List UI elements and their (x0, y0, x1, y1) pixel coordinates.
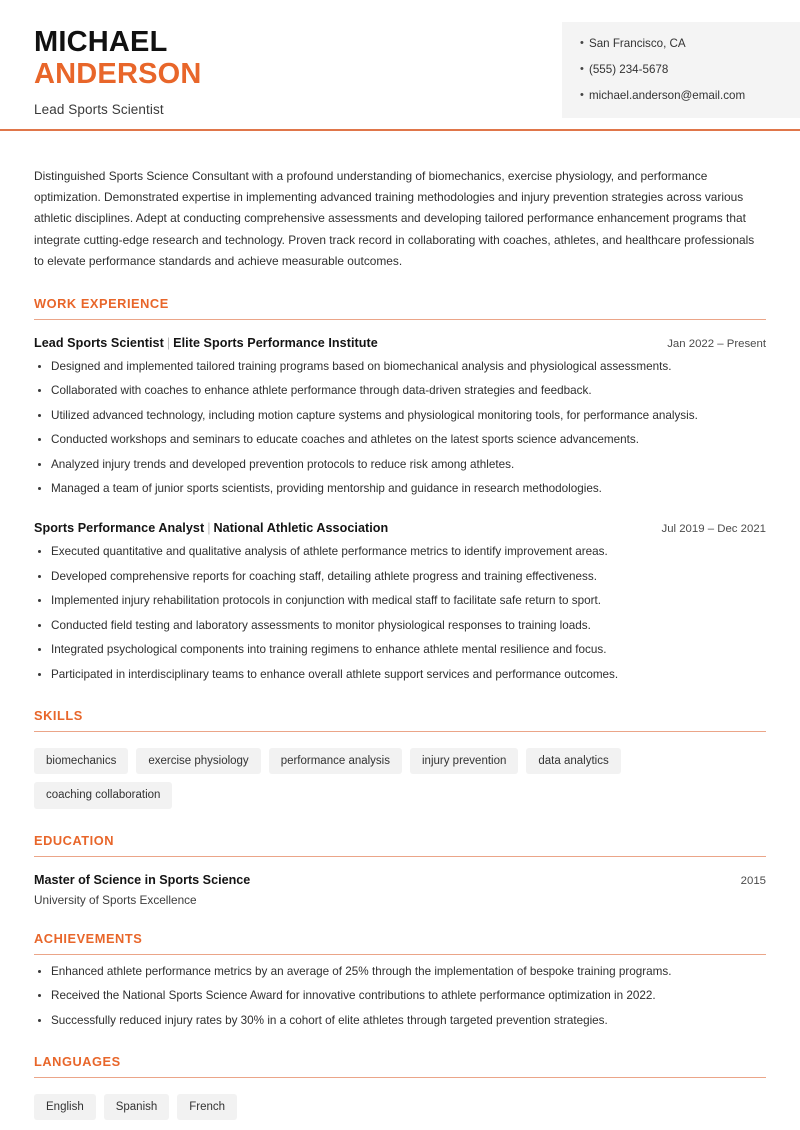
skills-chip-list (34, 748, 766, 809)
education-year: 2015 (740, 874, 766, 887)
job-heading (34, 521, 388, 535)
contact-item-phone (580, 63, 800, 77)
job-bullet: Implemented injury rehabilitation protocols in conjunction with medical staff to facilitate safe return to sport. (34, 593, 766, 610)
education-header (34, 873, 766, 887)
job-entry (34, 521, 766, 683)
job-separator: | (166, 335, 171, 350)
skill-chip: coaching collaboration (34, 782, 172, 809)
identity-block (34, 26, 202, 117)
achievements-list (34, 964, 766, 1030)
education-school: University of Sports Excellence (34, 892, 197, 907)
contact-phone-value[interactable]: (555) 234-5678 (589, 62, 669, 76)
skill-chip: performance analysis (269, 748, 402, 775)
contact-location-value: San Francisco, CA (589, 37, 686, 50)
contact-item-email (580, 89, 800, 103)
contact-box (562, 22, 800, 118)
job-separator: | (207, 521, 211, 536)
job-header (34, 336, 766, 350)
job-bullet: Utilized advanced technology, including motion capture systems and physiological monitoring tools, for performance analysis. (34, 408, 766, 425)
section-skills (34, 708, 766, 809)
location-icon: • (580, 37, 584, 49)
skill-chip: exercise physiology (136, 748, 260, 775)
job-bullets (34, 544, 766, 683)
skill-chip: injury prevention (410, 748, 518, 775)
job-bullet: Developed comprehensive reports for coaching staff, detailing athlete progress and training effectiveness. (34, 569, 766, 586)
email-icon: • (580, 88, 584, 101)
language-chip: English (34, 1094, 96, 1121)
job-bullet: Participated in interdisciplinary teams to enhance overall athlete support services and performance outcomes. (34, 667, 766, 684)
last-name: ANDERSON (34, 58, 202, 91)
contact-item-location (580, 37, 800, 51)
language-chip: Spanish (104, 1094, 170, 1121)
education-degree: Master of Science in Sports Science (34, 872, 251, 887)
job-bullet: Managed a team of junior sports scientists, providing mentorship and guidance in research methodologies. (34, 481, 766, 498)
achievement-bullet: Successfully reduced injury rates by 30% in a cohort of elite athletes through targeted prevention strategies. (34, 1013, 766, 1030)
resume-header (0, 0, 800, 136)
job-header (34, 521, 766, 535)
phone-icon: • (580, 62, 584, 75)
section-work-experience (34, 296, 766, 684)
job-dates: Jul 2019 – Dec 2021 (661, 523, 766, 536)
job-bullet: Collaborated with coaches to enhance athlete performance through data-driven strategies and feedback. (34, 383, 766, 400)
job-heading (34, 336, 378, 350)
header-divider (0, 129, 800, 131)
first-name: MICHAEL (34, 26, 168, 58)
job-bullet: Conducted workshops and seminars to educate coaches and athletes on the latest sports science advancements. (34, 432, 766, 449)
header-job-title: Lead Sports Scientist (34, 101, 164, 117)
section-education (34, 833, 766, 907)
achievement-bullet: Enhanced athlete performance metrics by an average of 25% through the implementation of bespoke training programs. (34, 964, 766, 981)
job-bullet: Designed and implemented tailored training programs based on biomechanical analysis and physiological assessments. (34, 359, 766, 376)
job-entry (34, 336, 766, 498)
section-title-languages: LANGUAGES (34, 1053, 121, 1069)
job-bullet: Executed quantitative and qualitative analysis of athlete performance metrics to identify improvement areas. (34, 544, 766, 561)
section-rule-work-experience (34, 319, 766, 320)
job-bullet: Conducted field testing and laboratory assessments to monitor physiological responses to training loads. (34, 618, 766, 635)
job-company: National Athletic Association (213, 521, 389, 536)
section-rule-education (34, 856, 766, 857)
education-entry (34, 873, 766, 907)
section-title-achievements: ACHIEVEMENTS (34, 930, 143, 946)
resume-content (0, 166, 800, 1120)
job-company: Elite Sports Performance Institute (173, 335, 378, 350)
job-dates: Jan 2022 – Present (667, 337, 766, 350)
language-chip: French (177, 1094, 237, 1121)
job-bullet: Integrated psychological components into training regimens to enhance athlete mental resilience and focus. (34, 642, 766, 659)
section-rule-skills (34, 731, 766, 732)
section-title-work-experience: WORK EXPERIENCE (34, 295, 169, 311)
achievement-bullet: Received the National Sports Science Award for innovative contributions to athlete performance optimization in 2022. (34, 988, 766, 1005)
contact-email-value[interactable]: michael.anderson@email.com (589, 88, 746, 102)
skill-chip: biomechanics (34, 748, 128, 775)
section-title-education: EDUCATION (34, 832, 115, 848)
languages-chip-list (34, 1094, 766, 1121)
section-title-skills: SKILLS (34, 707, 83, 723)
section-achievements (34, 931, 766, 1030)
skill-chip: data analytics (526, 748, 620, 775)
section-rule-achievements (34, 954, 766, 955)
job-bullet: Analyzed injury trends and developed prevention protocols to reduce risk among athletes. (34, 457, 766, 474)
section-languages (34, 1054, 766, 1121)
job-bullets (34, 359, 766, 498)
section-rule-languages (34, 1077, 766, 1078)
professional-summary: Distinguished Sports Science Consultant with a profound understanding of biomechanics, exercise physiology, and performance optimization. Demonstrated expertise in implementing advanced training methodologies and injury prevention strategies across various athletic disciplines. Adept at conducting comprehensive assessments and developing tailored performance enhancement programs that integrate cutting-edge research and technology. Proven track record in collaborating with coaches, athletes, and healthcare professionals to elevate performance standards and achieve measurable outcomes. (34, 169, 755, 268)
job-role: Sports Performance Analyst (34, 521, 205, 536)
job-role: Lead Sports Scientist (34, 335, 164, 350)
